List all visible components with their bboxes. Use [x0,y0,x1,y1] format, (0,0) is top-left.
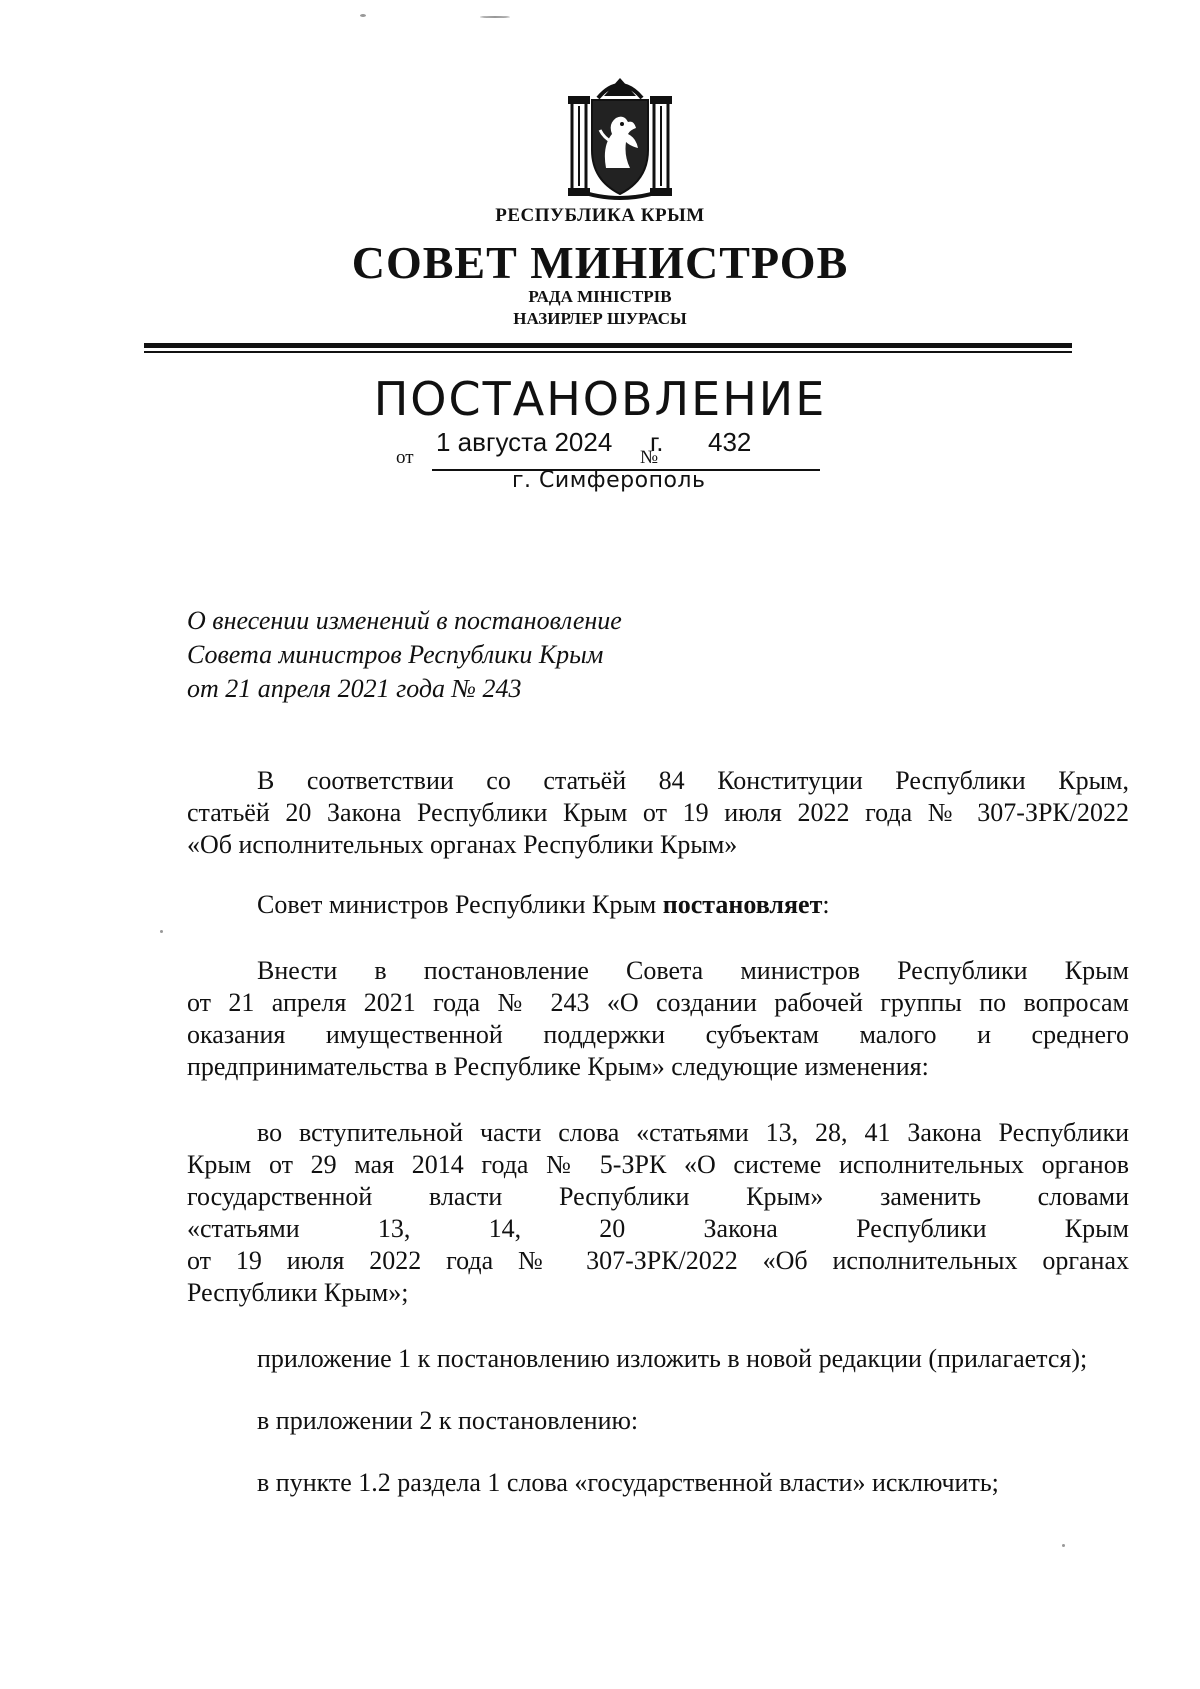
header-divider-thick [144,343,1072,348]
republic-name: РЕСПУБЛИКА КРЫМ [495,205,705,226]
decree-number: 432 [708,427,752,457]
paragraph-annex-2 [187,1405,1129,1437]
paragraph-line: в приложении 2 к постановлению: [257,1406,639,1435]
paragraph-amend-intro [187,955,1129,1083]
resolves-colon: : [822,890,830,919]
date-prefix: от [396,447,414,468]
paragraph-line: статьёй 20 Закона Республики Крым от 19 июля 2022 года № 307-ЗРК/2022 [187,798,1129,827]
scan-speck [1062,1544,1065,1547]
paragraph-section-1-2 [187,1467,1129,1499]
subject-line: от 21 апреля 2021 года № 243 [187,674,522,703]
crimea-coat-of-arms-icon [568,72,672,202]
year-suffix: г. [650,427,664,457]
paragraph-line: В соответствии со статьёй 84 Конституции Республики Крым, [257,766,1129,795]
paragraph-line: от 21 апреля 2021 года № 243 «О создании рабочей группы по вопросам [187,988,1129,1017]
paragraph-line: приложение 1 к постановлению изложить в новой редакции (прилагается); [257,1344,1088,1373]
paragraph-line: государственной власти Республики Крым» заменить словами [187,1182,1129,1211]
resolves-keyword: постановляет [662,890,823,919]
paragraph-legal-basis [187,765,1129,861]
scan-speck [480,16,510,18]
paragraph-line: в пункте 1.2 раздела 1 слова «государственной власти» исключить; [257,1468,999,1497]
paragraph-line: «Об исполнительных органах Республики Крым» [187,830,738,859]
council-title-crimean-tatar: НАЗИРЛЕР ШУРАСЫ [513,309,687,328]
paragraph-line: «статьями 13, 14, 20 Закона Республики Крым [187,1214,1129,1243]
paragraph-line [187,889,1129,921]
header-divider-thin [144,351,1072,353]
number-sign: № [640,447,659,468]
scan-speck [360,14,366,17]
paragraph-line: во вступительной части слова «статьями 13, 28, 41 Закона Республики [257,1118,1129,1147]
paragraph-line: Республики Крым»; [187,1278,409,1307]
subject-line: О внесении изменений в постановление [187,606,622,635]
subject-line: Совета министров Республики Крым [187,640,604,669]
resolves-text: Совет министров Республики Крым [257,890,663,919]
city-name: г. Симферополь [512,468,706,493]
paragraph-line: Крым от 29 мая 2014 года № 5-ЗРК «О системе исполнительных органов [187,1150,1129,1179]
document-subject [187,604,747,706]
paragraph-line: предпринимательства в Республике Крым» следующие изменения: [187,1052,929,1081]
council-title-ukrainian: РАДА МІНІСТРІВ [528,287,672,306]
decree-date: 1 августа 2024 [436,427,613,457]
document-type-title: ПОСТАНОВЛЕНИЕ [373,372,827,426]
paragraph-line: от 19 июля 2022 года № 307-ЗРК/2022 «Об исполнительных органах [187,1246,1129,1275]
decree-date-line [396,425,826,471]
council-title: СОВЕТ МИНИСТРОВ [351,237,849,288]
paragraph-preamble-change [187,1117,1129,1309]
paragraph-line: Внести в постановление Совета министров Республики Крым [257,956,1129,985]
paragraph-resolves [187,889,1129,921]
scan-speck [160,930,163,933]
paragraph-line: оказания имущественной поддержки субъектам малого и среднего [187,1020,1129,1049]
paragraph-annex-1 [187,1343,1129,1375]
